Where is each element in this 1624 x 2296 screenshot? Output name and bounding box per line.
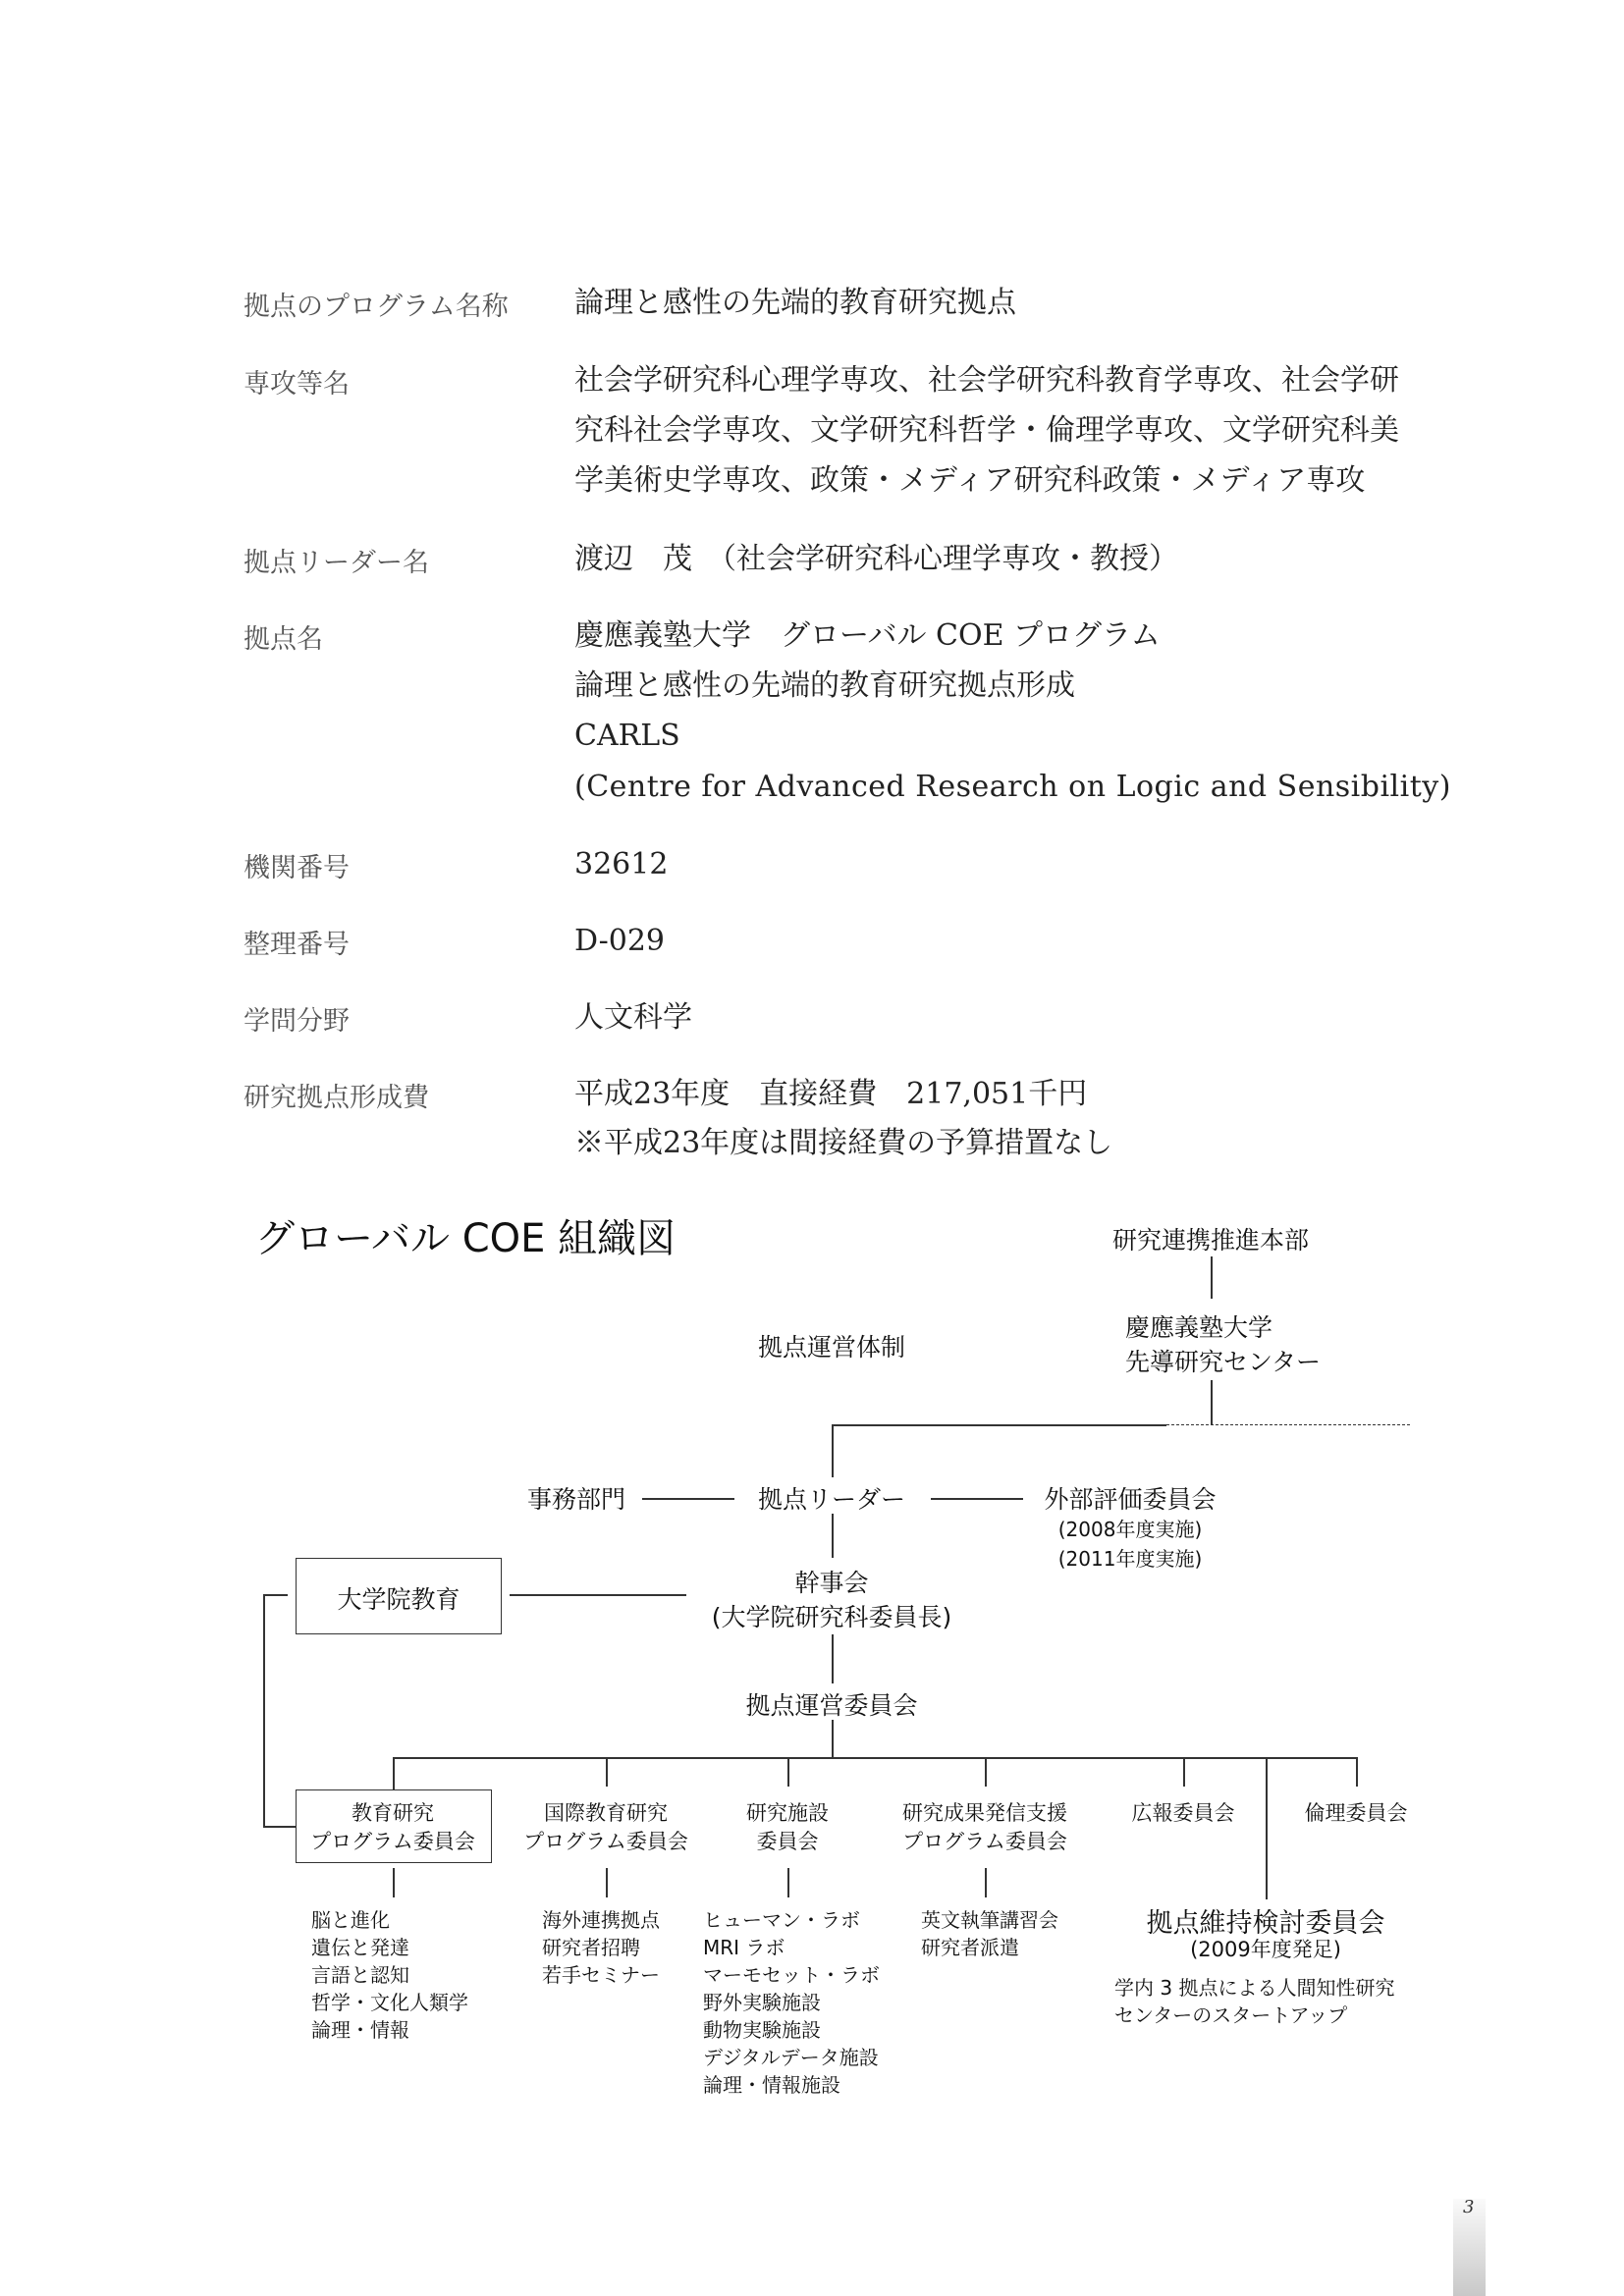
connector	[832, 1424, 834, 1477]
value-reference-no: D-029	[574, 924, 666, 958]
node-exec-sub: (大学院研究科委員長)	[711, 1603, 952, 1631]
value-leader: 渡辺 茂 （社会学研究科心理学専攻・教授）	[574, 542, 1178, 576]
list-edu: 脳と進化 遺伝と発達 言語と認知 哲学・文化人類学 論理・情報	[311, 1908, 468, 2042]
label-program-name: 拠点のプログラム名称	[244, 292, 509, 322]
node-center-2: 先導研究センター	[1125, 1348, 1322, 1376]
external-year-2: (2011年度実施)	[1057, 1547, 1203, 1571]
value-center-name-3: CARLS	[574, 719, 680, 753]
list-intl: 海外連携拠点 研究者招聘 若手セミナー	[542, 1908, 660, 1987]
connector	[832, 1514, 834, 1558]
connector	[393, 1757, 395, 1789]
value-center-name-2: 論理と感性の先端的教育研究拠点形成	[574, 668, 1075, 703]
list-dissemination: 英文執筆講習会 研究者派遣	[921, 1908, 1058, 1959]
committee-ethics: 倫理委員会	[1304, 1801, 1408, 1825]
label-funding: 研究拠点形成費	[244, 1083, 429, 1113]
node-steering: 拠点運営委員会	[745, 1691, 918, 1720]
value-funding-1: 平成23年度 直接経費 217,051千円	[574, 1077, 1088, 1111]
committee-pr: 広報委員会	[1131, 1801, 1235, 1825]
list-facility: ヒューマン・ラボ MRI ラボ マーモセット・ラボ 野外実験施設 動物実験施設 デジタルデータ施設 論理・情報施設	[703, 1908, 880, 2097]
connector	[985, 1757, 987, 1787]
connector	[832, 1634, 834, 1683]
node-leader: 拠点リーダー	[757, 1485, 906, 1514]
label-leader: 拠点リーダー名	[244, 548, 429, 578]
connector	[931, 1498, 1023, 1500]
connector	[1211, 1380, 1213, 1424]
value-center-name-1: 慶應義塾大学 グローバル COE プログラム	[574, 618, 1161, 653]
label-majors: 専攻等名	[244, 369, 350, 400]
maintenance-desc: 学内 3 拠点による人間知性研究 センターのスタートアップ	[1114, 1976, 1395, 2027]
node-center-1: 慶應義塾大学	[1125, 1313, 1273, 1342]
connector	[263, 1826, 296, 1828]
value-institution-no: 32612	[574, 847, 669, 881]
node-office: 事務部門	[526, 1485, 626, 1514]
value-majors-1: 社会学研究科心理学専攻、社会学研究科教育学専攻、社会学研	[574, 363, 1399, 398]
value-program-name: 論理と感性の先端的教育研究拠点	[574, 286, 1016, 320]
connector	[606, 1868, 608, 1897]
connector	[787, 1757, 789, 1787]
connector	[263, 1594, 265, 1827]
value-center-name-4: (Centre for Advanced Research on Logic and Sensibility)	[574, 770, 1451, 804]
connector	[1183, 1757, 1185, 1787]
value-majors-2: 究科社会学専攻、文学研究科哲学・倫理学専攻、文学研究科美	[574, 413, 1399, 448]
org-chart-title: グローバル COE 組織図	[255, 1216, 677, 1261]
label-center-name: 拠点名	[244, 624, 323, 655]
committee-intl: 国際教育研究 プログラム委員会	[523, 1801, 688, 1853]
value-field: 人文科学	[574, 1000, 692, 1035]
connector	[985, 1868, 987, 1897]
committee-edu: 教育研究 プログラム委員会	[310, 1801, 475, 1853]
external-year-1: (2008年度実施)	[1057, 1518, 1203, 1541]
node-exec: 幹事会	[794, 1569, 869, 1597]
node-external: 外部評価委員会	[1044, 1485, 1217, 1514]
dashed-connector	[1166, 1424, 1410, 1425]
label-field: 学問分野	[244, 1006, 350, 1037]
committee-dissemination: 研究成果発信支援 プログラム委員会	[902, 1801, 1067, 1853]
value-majors-3: 学美術史学専攻、政策・メディア研究科政策・メディア専攻	[574, 463, 1366, 498]
connector	[393, 1757, 1356, 1759]
label-system: 拠点運営体制	[757, 1333, 906, 1362]
value-funding-2: ※平成23年度は間接経費の予算措置なし	[574, 1126, 1113, 1160]
label-institution-no: 機関番号	[244, 853, 350, 883]
node-maintenance: 拠点維持検討委員会	[1146, 1908, 1385, 1939]
connector	[832, 1424, 1166, 1426]
node-grad: 大学院教育	[337, 1585, 460, 1614]
connector	[263, 1594, 288, 1596]
page-number: 3	[1463, 2197, 1475, 2217]
label-reference-no: 整理番号	[244, 930, 350, 960]
connector	[606, 1757, 608, 1787]
connector	[642, 1498, 734, 1500]
maintenance-year: (2009年度発足)	[1190, 1938, 1341, 1961]
connector	[1266, 1757, 1268, 1899]
committee-facility: 研究施設 委員会	[746, 1801, 829, 1853]
connector	[1356, 1757, 1358, 1787]
connector	[393, 1868, 395, 1897]
connector	[1211, 1256, 1213, 1299]
connector	[787, 1868, 789, 1897]
node-hq: 研究連携推進本部	[1111, 1226, 1310, 1255]
connector	[510, 1594, 686, 1596]
connector	[832, 1720, 834, 1757]
